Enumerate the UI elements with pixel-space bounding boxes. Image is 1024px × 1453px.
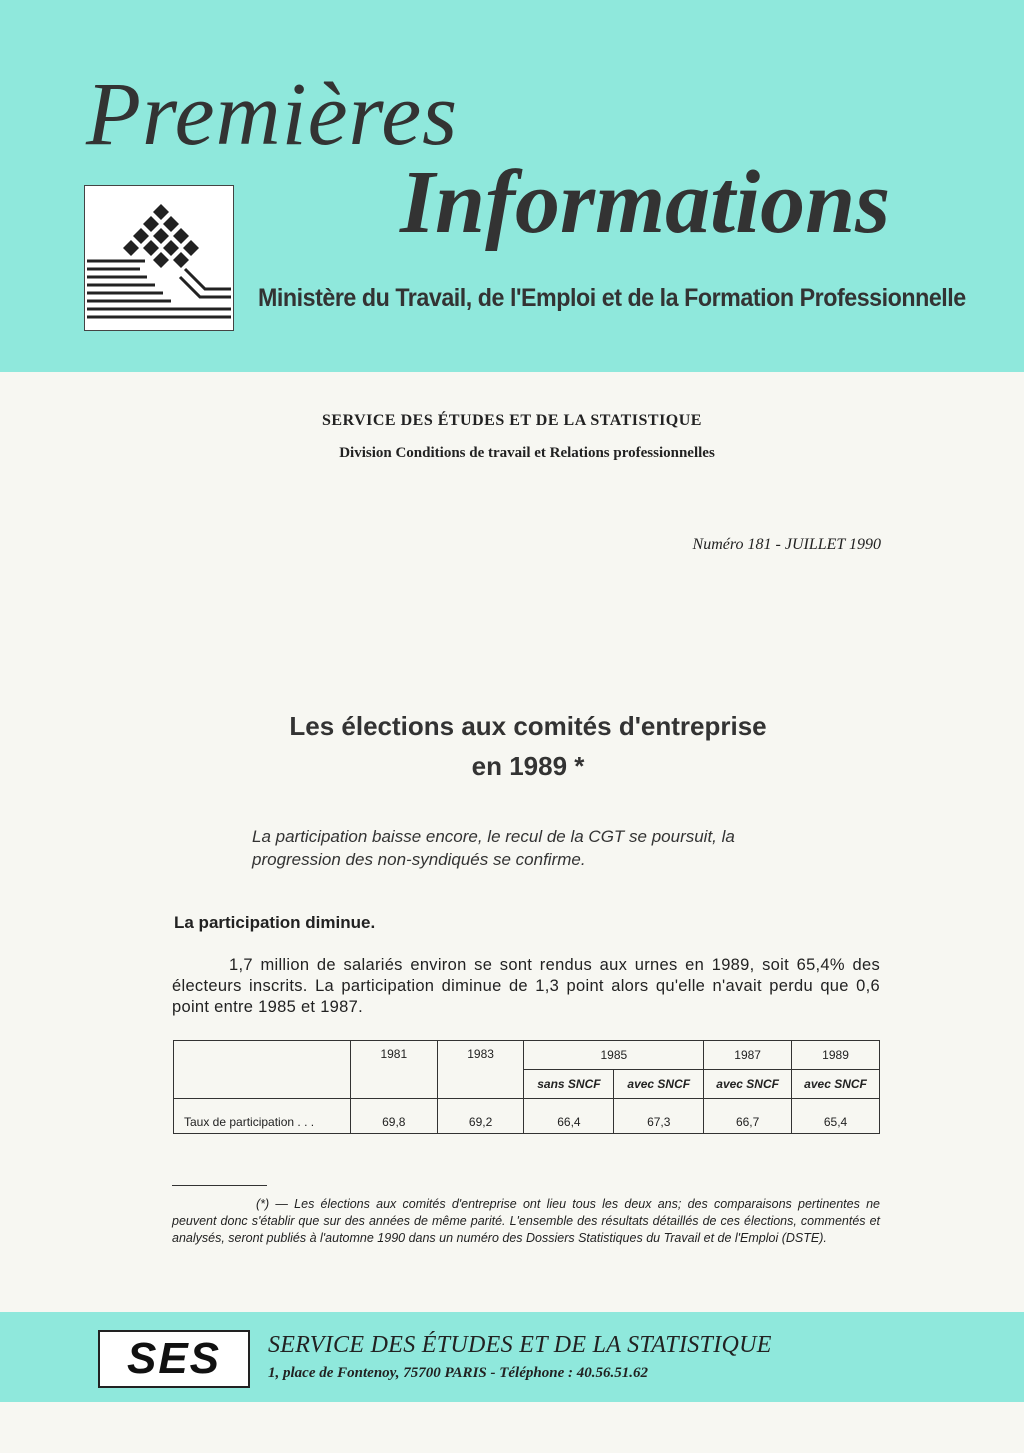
value-1981: 69,8: [350, 1099, 437, 1134]
ministry-name: Ministère du Travail, de l'Emploi et de la Formation Professionnelle: [258, 284, 966, 312]
year-1985: 1985: [524, 1041, 704, 1070]
table-corner-cell: [174, 1041, 351, 1099]
row-label: Taux de participation . . .: [174, 1099, 351, 1134]
footnote-divider: [172, 1185, 267, 1186]
value-1983: 69,2: [437, 1099, 524, 1134]
value-1987: 66,7: [704, 1099, 792, 1134]
participation-table: [173, 1040, 880, 1134]
issue-number: Numéro 181 - JUILLET 1990: [692, 536, 881, 553]
ses-logo: SES: [98, 1330, 250, 1388]
article-title-line1: Les élections aux comités d'entreprise: [289, 711, 767, 741]
subheader-1985-avec: avec SNCF: [614, 1070, 704, 1099]
value-1989: 65,4: [792, 1099, 880, 1134]
value-1985-avec: 67,3: [614, 1099, 704, 1134]
publication-title-line2: Informations: [400, 153, 891, 252]
subheader-1987-avec: avec SNCF: [704, 1070, 792, 1099]
table-row: [174, 1099, 880, 1134]
year-1987: 1987: [704, 1041, 792, 1070]
article-title: [250, 706, 806, 786]
footer-service: SERVICE DES ÉTUDES ET DE LA STATISTIQUE: [268, 1332, 772, 1358]
subheader-1989-avec: avec SNCF: [792, 1070, 880, 1099]
section-heading: La participation diminue.: [174, 913, 376, 932]
service-heading: SERVICE DES ÉTUDES ET DE LA STATISTIQUE: [322, 412, 702, 429]
division-heading: Division Conditions de travail et Relations professionnelles: [339, 445, 715, 461]
value-1985-sans: 66,4: [524, 1099, 614, 1134]
footer-address: 1, place de Fontenoy, 75700 PARIS - Téléphone : 40.56.51.62: [268, 1365, 648, 1381]
article-subtitle: La participation baisse encore, le recul de la CGT se poursuit, la progression des non-syndiqués se confirme.: [252, 827, 735, 869]
subheader-1985-sans: sans SNCF: [524, 1070, 614, 1099]
article-title-line2: en 1989 *: [471, 751, 585, 781]
publication-title-line1: Premières: [86, 65, 459, 164]
footnote: (*) — Les élections aux comités d'entreprise ont lieu tous les deux ans; des comparaisons pertinentes ne peuvent donc s'établir que sur des années de même parité. L'ensemble des résultats détaillés de ces élections, commentés et analysés, seront publiés à l'automne 1990 dans un numéro des Dossiers Statistiques du Travail et de l'Emploi (DSTE).: [172, 1197, 880, 1245]
year-1981: 1981: [350, 1041, 437, 1099]
ministry-logo-icon: [84, 185, 234, 331]
body-paragraph: 1,7 million de salariés environ se sont rendus aux urnes en 1989, soit 65,4% des électeurs inscrits. La participation diminue de 1,3 point alors qu'elle n'avait perdu que 0,6 point entre 1985 et 1987.: [172, 956, 880, 1016]
year-1983: 1983: [437, 1041, 524, 1099]
year-1989: 1989: [792, 1041, 880, 1070]
